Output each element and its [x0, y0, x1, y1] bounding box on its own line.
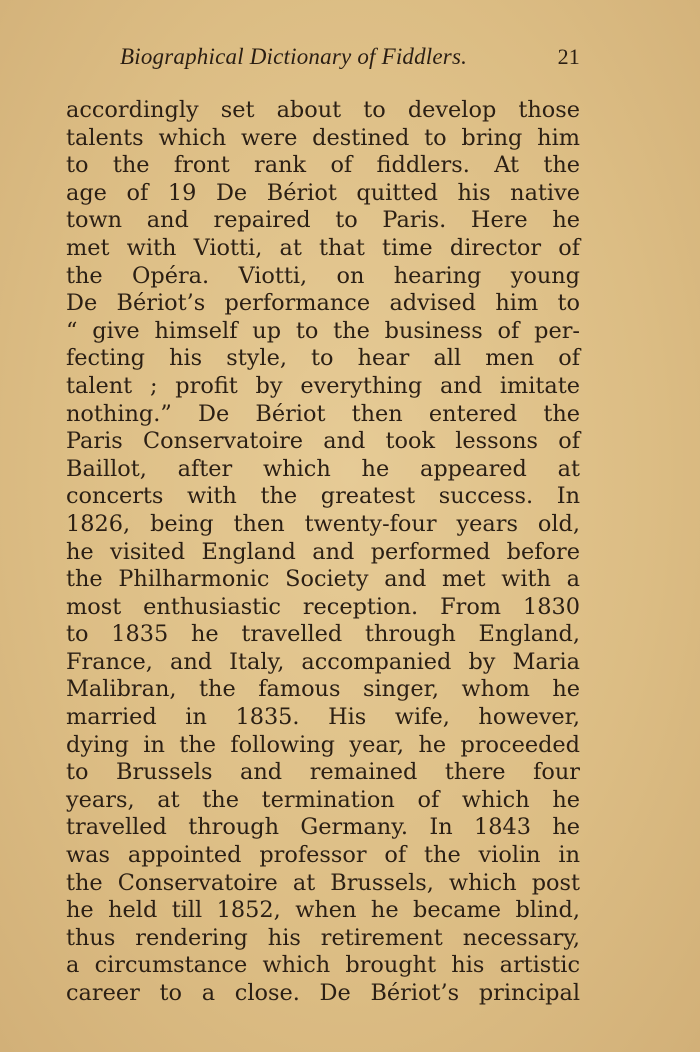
text-line: the Philharmonic Society and met with a [66, 566, 580, 593]
text-line: to Brussels and remained there four [66, 759, 580, 786]
text-line: “ give himself up to the business of per- [66, 317, 580, 344]
text-line: to 1835 he travelled through England, [66, 621, 580, 648]
running-head [120, 44, 580, 74]
text-line: met with Viotti, at that time director of [66, 234, 580, 261]
text-line: was appointed professor of the violin in [66, 842, 580, 869]
text-line: talents which were destined to bring him [66, 124, 580, 151]
text-line: nothing.” De Bériot then entered the [66, 400, 580, 427]
text-line: thus rendering his retirement necessary, [66, 924, 580, 951]
page-number: 21 [557, 44, 580, 69]
text-line: 1826, being then twenty-four years old, [66, 510, 580, 537]
text-line: married in 1835. His wife, however, [66, 704, 580, 731]
text-line: age of 19 De Bériot quitted his native [66, 179, 580, 206]
text-line: career to a close. De Bériot’s principal [66, 980, 580, 1006]
text-line: accordingly set about to develop those [66, 97, 580, 123]
text-line: De Bériot’s performance advised him to [66, 290, 580, 317]
text-line: years, at the termination of which he [66, 786, 580, 813]
text-line: concerts with the greatest success. In [66, 483, 580, 510]
text-line: to the front rank of fiddlers. At the [66, 152, 580, 179]
running-title: Biographical Dictionary of Fiddlers. [120, 44, 468, 69]
text-line: the Conservatoire at Brussels, which post [66, 869, 580, 896]
text-line: a circumstance which brought his artistic [66, 952, 580, 979]
body-text [66, 97, 580, 1008]
text-line: dying in the following year, he proceeded [66, 731, 580, 758]
text-line: the Opéra. Viotti, on hearing young [66, 262, 580, 289]
text-line: Baillot, after which he appeared at [66, 455, 580, 482]
text-line: he visited England and performed before [66, 538, 580, 565]
text-line: talent ; profit by everything and imitate [66, 372, 580, 399]
text-line: fecting his style, to hear all men of [66, 345, 580, 372]
text-line: town and repaired to Paris. Here he [66, 207, 580, 234]
text-line: Malibran, the famous singer, whom he [66, 676, 580, 703]
text-line: most enthusiastic reception. From 1830 [66, 593, 580, 620]
text-line: France, and Italy, accompanied by Maria [66, 648, 580, 675]
text-line: travelled through Germany. In 1843 he [66, 814, 580, 841]
text-line: Paris Conservatoire and took lessons of [66, 428, 580, 455]
text-line: he held till 1852, when he became blind, [66, 897, 580, 924]
